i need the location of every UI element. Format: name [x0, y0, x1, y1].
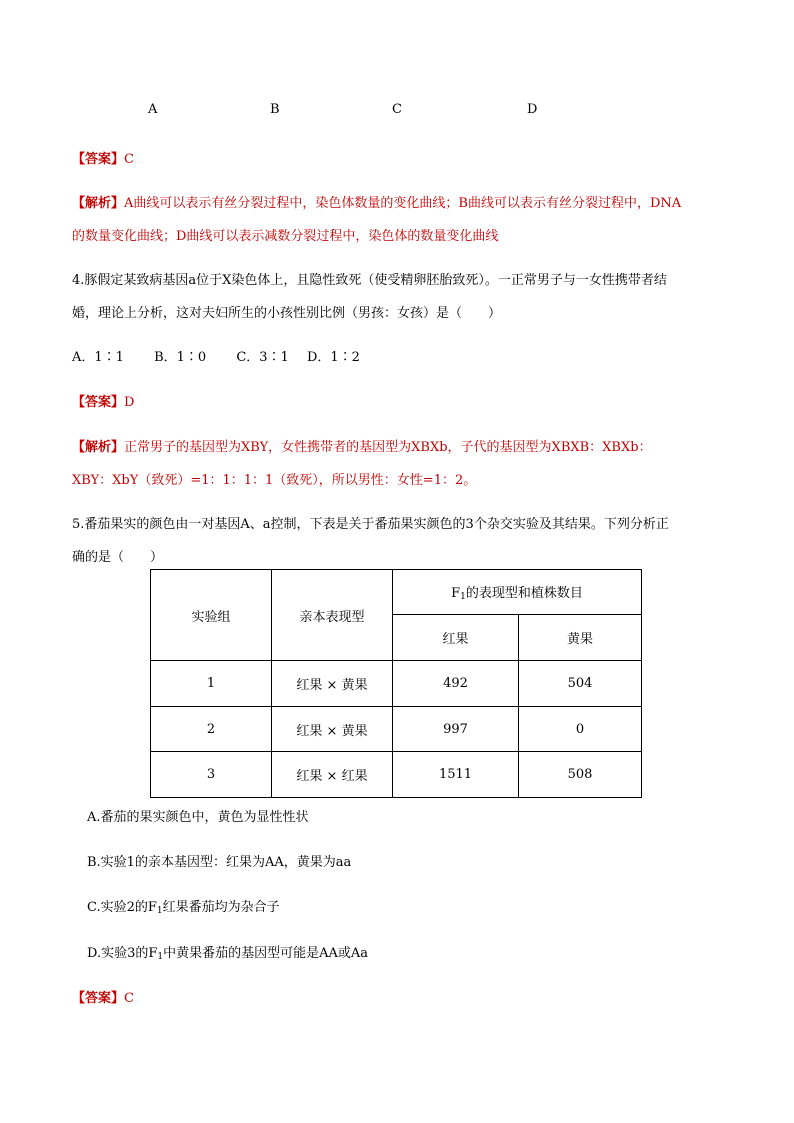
- answer-value: C: [124, 991, 134, 1006]
- header-f1: [393, 570, 642, 615]
- cell-group: 2: [151, 707, 272, 752]
- table-row: [151, 661, 642, 707]
- q5-stem-line2: 确的是（ ）: [72, 550, 164, 565]
- q3-analysis-line2: 的数量变化曲线；D曲线可以表示减数分裂过程中，染色体的数量变化曲线: [72, 229, 499, 244]
- header-group: 实验组: [151, 570, 272, 661]
- cell-yellow: 508: [519, 752, 642, 798]
- cell-parent: 红果 × 黄果: [272, 707, 393, 752]
- q4-answer: [72, 391, 134, 410]
- q4-stem-line1: 4.豚假定某致病基因a位于X染色体上，且隐性致死（使受精卵胚胎致死）。一正常男子与一女性携带者结: [72, 273, 667, 288]
- q5-option-c-pre: C.实验2的F: [87, 900, 157, 915]
- table-row: [151, 707, 642, 752]
- q5-option-d: [87, 942, 368, 962]
- option-c-label: C: [392, 102, 402, 117]
- header-f1-prefix: F: [451, 586, 461, 601]
- q3-answer: [72, 148, 134, 167]
- header-f1-suffix: 的表现型和植株数目: [465, 586, 583, 601]
- answer-tag: 【答案】: [72, 991, 125, 1006]
- answer-value: C: [124, 152, 134, 167]
- q5-option-c: [87, 896, 280, 916]
- q4-option-a: A．1∶1: [72, 350, 124, 365]
- cell-red: 1511: [393, 752, 519, 798]
- answer-value: D: [124, 395, 135, 410]
- q3-analysis: [72, 192, 681, 211]
- cell-group: 3: [151, 752, 272, 798]
- q5-option-c-post: 红果番茄均为杂合子: [162, 900, 280, 915]
- q4-options: [72, 346, 360, 365]
- q4-option-d: D．1∶2: [306, 350, 360, 365]
- q4-stem-line2: 婚，理论上分析，这对夫妇所生的小孩性别比例（男孩：女孩）是（ ）: [72, 306, 502, 321]
- cell-red: 492: [393, 661, 519, 707]
- q4-analysis: [72, 436, 652, 455]
- cell-yellow: 504: [519, 661, 642, 707]
- cell-parent: 红果 × 黄果: [272, 661, 393, 707]
- q4-analysis-line2: XBY：XbY（致死）=1：1：1：1（致死），所以男性：女性=1：2。: [72, 473, 477, 488]
- q4-option-b: B．1∶0: [154, 350, 207, 365]
- q5-option-b: B.实验1的亲本基因型：红果为AA，黄果为aa: [87, 855, 352, 870]
- cell-group: 1: [151, 661, 272, 707]
- q5-option-d-post: 中黄果番茄的基因型可能是AA或Aa: [163, 946, 369, 961]
- q5-option-c-sub: 1: [156, 906, 163, 916]
- cell-yellow: 0: [519, 707, 642, 752]
- header-red: 红果: [393, 615, 519, 661]
- analysis-line1: 正常男子的基因型为XBY，女性携带者的基因型为XBXb，子代的基因型为XBXB：XBXb：: [124, 440, 652, 455]
- answer-tag: 【答案】: [72, 152, 125, 167]
- option-b-label: B: [270, 102, 280, 117]
- analysis-tag: 【解析】: [72, 196, 125, 211]
- header-f1-sub: 1: [460, 592, 466, 602]
- q5-answer: [72, 987, 134, 1006]
- q5-option-d-pre: D.实验3的F: [87, 946, 158, 961]
- table-row: [151, 752, 642, 798]
- cell-parent: 红果 × 红果: [272, 752, 393, 798]
- q5-option-a: A.番茄的果实颜色中，黄色为显性性状: [87, 810, 309, 825]
- q4-option-c: C．3∶1: [236, 350, 289, 365]
- experiment-table: [150, 569, 642, 798]
- option-d-label: D: [527, 102, 538, 117]
- cell-red: 997: [393, 707, 519, 752]
- header-yellow: 黄果: [519, 615, 642, 661]
- analysis-tag: 【解析】: [72, 440, 125, 455]
- option-a-label: A: [148, 102, 158, 117]
- answer-tag: 【答案】: [72, 395, 125, 410]
- q5-stem-line1: 5.番茄果实的颜色由一对基因A、a控制，下表是关于番茄果实颜色的3个杂交实验及其结果。下列分析正: [72, 517, 669, 532]
- q5-option-d-sub: 1: [157, 952, 164, 962]
- header-parent: 亲本表现型: [272, 570, 393, 661]
- analysis-line1: A曲线可以表示有丝分裂过程中，染色体数量的变化曲线；B曲线可以表示有丝分裂过程中，DNA: [124, 196, 682, 211]
